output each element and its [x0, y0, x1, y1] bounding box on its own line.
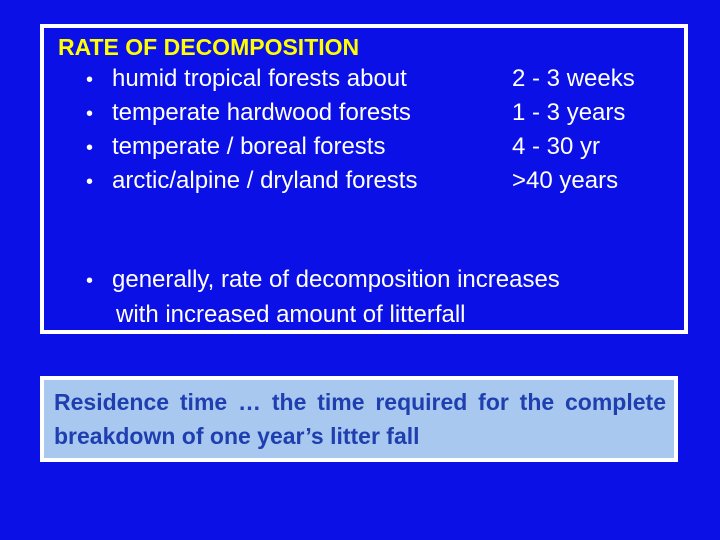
rate-label: humid tropical forests about: [112, 65, 407, 92]
bullet-icon: •: [86, 137, 94, 159]
residence-time-definition-box: [40, 376, 678, 462]
rate-value: >40 years: [512, 167, 619, 194]
general-note: [86, 263, 560, 332]
rate-row-humid-tropical: [86, 62, 635, 96]
rate-label: temperate / boreal forests: [112, 133, 386, 160]
bullet-icon: •: [86, 103, 94, 125]
rate-row-temperate-boreal: [86, 130, 601, 164]
rate-value: 2 - 3 weeks: [512, 65, 635, 92]
bullet-icon: •: [86, 69, 94, 91]
rate-row-arctic-alpine-dryland: [86, 164, 619, 198]
decomposition-rate-list: [86, 62, 635, 198]
general-note-line-2: with increased amount of litterfall: [116, 301, 466, 328]
bullet-icon: •: [86, 270, 94, 292]
rate-value: 1 - 3 years: [512, 99, 626, 126]
residence-time-definition: Residence time … the time required for the complete breakdown of one year’s litter fall: [54, 389, 666, 449]
heading-rate-of-decomposition: RATE OF DECOMPOSITION: [58, 34, 360, 60]
general-note-line-1: generally, rate of decomposition increases: [112, 266, 560, 293]
rate-label: temperate hardwood forests: [112, 99, 411, 126]
rate-row-temperate-hardwood: [86, 96, 626, 130]
bullet-icon: •: [86, 171, 94, 193]
rate-value: 4 - 30 yr: [512, 133, 601, 160]
rate-label: arctic/alpine / dryland forests: [112, 167, 418, 194]
